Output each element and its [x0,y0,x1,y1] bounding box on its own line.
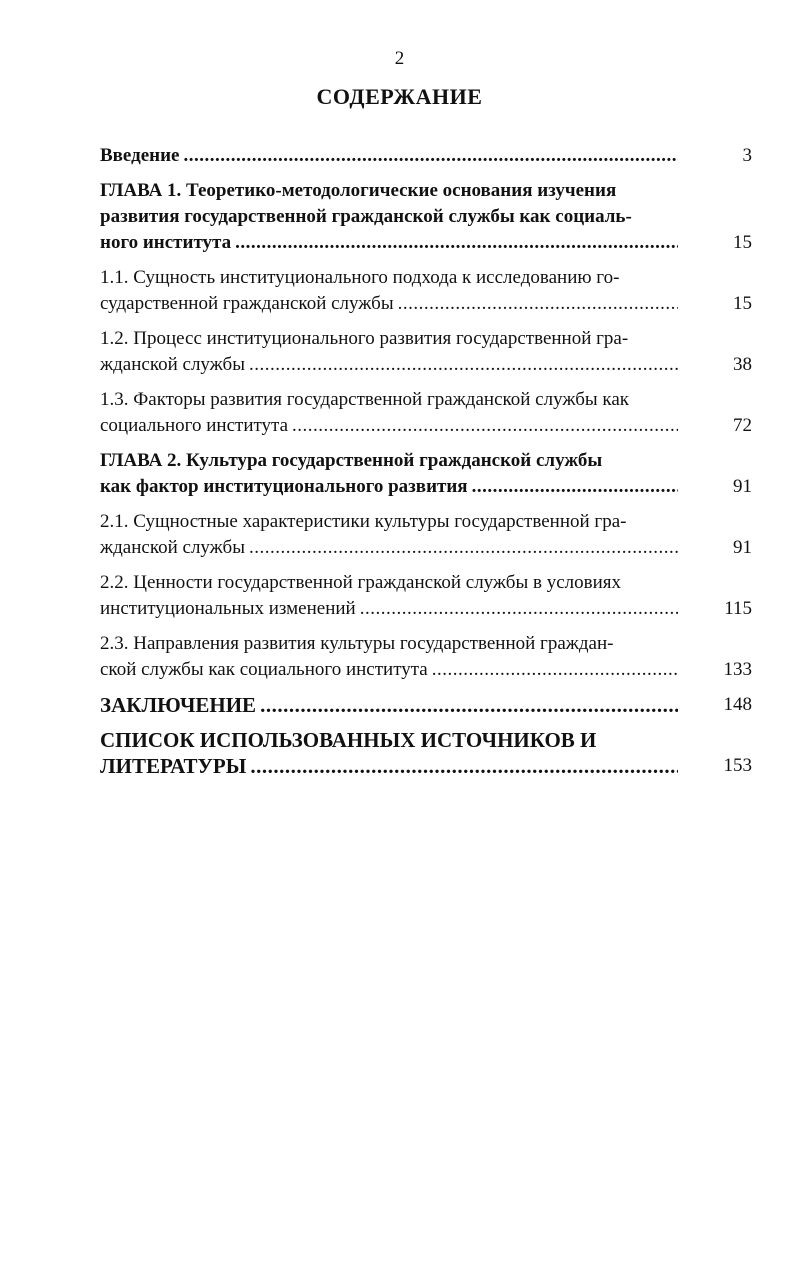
toc-entry-last-line [100,413,678,439]
dot-leader [249,352,678,378]
dot-leader [235,230,678,256]
toc-entry-title [100,570,678,622]
dot-leader [360,596,678,622]
toc-entry[interactable] [100,570,752,622]
dot-leader [472,474,678,500]
toc-entry-last-line [100,230,678,256]
toc-entry-last-line [100,143,678,169]
dot-leader [292,413,678,439]
toc-entry-line: Введение [100,145,180,166]
dot-leader [249,535,678,561]
toc-entry-line: развития государственной гражданской службы как социаль- [100,206,632,227]
toc-entry[interactable] [100,178,752,256]
toc-entry-line: 1.2. Процесс институционального развития государственной гра- [100,328,629,349]
toc-entry-line: институциональных изменений [100,598,356,619]
toc-entry-page-number: 91 [733,476,752,497]
toc-entry[interactable] [100,448,752,500]
toc-entry-line: ЗАКЛЮЧЕНИЕ [100,693,257,717]
dot-leader [184,143,679,169]
toc-entry[interactable] [100,326,752,378]
toc-entry-last-line [100,657,678,683]
toc-entry-last-line [100,753,678,779]
toc-entry-page-number: 148 [723,694,752,715]
toc-entry-line: ГЛАВА 2. Культура государственной гражданской службы [100,450,603,471]
toc-entry-page-number: 38 [733,354,752,375]
toc-entry-last-line [100,352,678,378]
toc-entry-last-line [100,474,678,500]
toc-entry-title [100,448,678,500]
toc-entry[interactable] [100,265,752,317]
toc-entry-title [100,265,678,317]
toc-entry[interactable] [100,387,752,439]
toc-entry-line: как фактор институционального развития [100,476,468,497]
toc-entry-line: 1.1. Сущность институционального подхода к исследованию го- [100,267,620,288]
toc-entry-title [100,727,678,779]
toc-entry-line: ской службы как социального института [100,659,428,680]
toc-entry-line: СПИСОК ИСПОЛЬЗОВАННЫХ ИСТОЧНИКОВ И [100,728,597,752]
toc-entry-page-number: 72 [733,415,752,436]
toc-entry-line: жданской службы [100,537,245,558]
toc-entry-page-number: 115 [724,598,752,619]
table-of-contents [100,143,752,788]
toc-title: СОДЕРЖАНИЕ [316,84,483,109]
toc-entry-title [100,387,678,439]
toc-entry-page-number: 153 [723,755,752,776]
toc-entry-page-number: 15 [733,232,752,253]
dot-leader [250,753,678,779]
toc-entry-title [100,326,678,378]
toc-entry[interactable] [100,143,752,169]
page-number: 2 [394,48,405,69]
toc-entry-title [100,631,678,683]
toc-entry-last-line [100,692,678,718]
toc-entry-title [100,143,678,169]
toc-entry-line: 2.2. Ценности государственной гражданской службы в условиях [100,572,622,593]
toc-entry-page-number: 133 [723,659,752,680]
toc-entry-last-line [100,535,678,561]
toc-entry-page-number: 91 [733,537,752,558]
toc-entry-page-number: 15 [733,293,752,314]
toc-entry-last-line [100,291,678,317]
toc-entry-line: 2.1. Сущностные характеристики культуры государственной гра- [100,511,627,532]
toc-entry-line: сударственной гражданской службы [100,293,394,314]
toc-entry-last-line [100,596,678,622]
toc-entry-line: ЛИТЕРАТУРЫ [100,754,247,778]
toc-entry[interactable] [100,692,752,718]
toc-entry-page-number: 3 [742,145,752,166]
toc-entry-line: социального института [100,415,289,436]
toc-entry-line: 1.3. Факторы развития государственной гражданской службы как [100,389,630,410]
toc-entry-line: ного института [100,232,232,253]
toc-entry-title [100,692,678,718]
toc-entry-title [100,509,678,561]
toc-entry[interactable] [100,727,752,779]
dot-leader [260,692,678,718]
toc-entry-line: ГЛАВА 1. Теоретико-методологические основания изучения [100,180,617,201]
toc-entry-line: 2.3. Направления развития культуры государственной граждан- [100,633,614,654]
toc-entry[interactable] [100,631,752,683]
toc-entry-title [100,178,678,256]
toc-entry-line: жданской службы [100,354,245,375]
toc-entry[interactable] [100,509,752,561]
dot-leader [432,657,678,683]
dot-leader [398,291,678,317]
